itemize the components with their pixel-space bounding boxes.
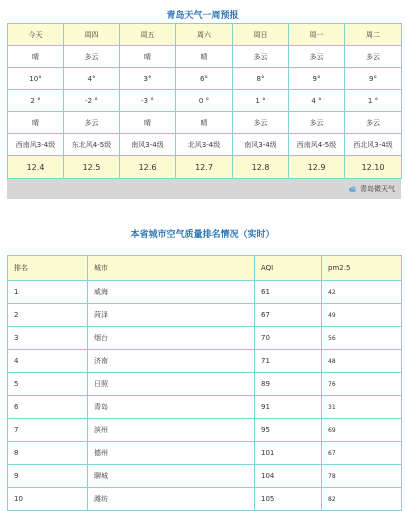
table-cell: 滨州 bbox=[88, 419, 255, 442]
temp-cell: 0 ° bbox=[176, 90, 233, 112]
temp-cell: 6° bbox=[176, 68, 233, 90]
temp-cell: 1 ° bbox=[233, 90, 289, 112]
table-cell: 2 bbox=[8, 304, 88, 327]
table-cell: 德州 bbox=[88, 442, 255, 465]
wind-cell: 西北风3-4级 bbox=[345, 134, 402, 156]
table-cell: 6 bbox=[8, 396, 88, 419]
condition-cell: 多云 bbox=[64, 112, 120, 134]
day-cell: 今天 bbox=[8, 24, 64, 46]
source-link[interactable] bbox=[348, 184, 395, 194]
header-cell: AQI bbox=[255, 256, 322, 281]
table-cell: 8 bbox=[8, 442, 88, 465]
temp-cell: 4° bbox=[64, 68, 120, 90]
header-cell: 排名 bbox=[8, 256, 88, 281]
table-row bbox=[8, 419, 402, 442]
date-cell: 12.9 bbox=[289, 156, 345, 179]
table-row bbox=[8, 304, 402, 327]
table-cell: 威海 bbox=[88, 281, 255, 304]
day-cell: 周一 bbox=[289, 24, 345, 46]
table-cell: 48 bbox=[322, 350, 402, 373]
table-cell: 聊城 bbox=[88, 465, 255, 488]
condition-cell: 晴 bbox=[120, 112, 176, 134]
weather-night-condition-row bbox=[8, 112, 402, 134]
table-cell: 5 bbox=[8, 373, 88, 396]
table-cell: 61 bbox=[255, 281, 322, 304]
air-header-row bbox=[8, 256, 402, 281]
table-cell: 菏泽 bbox=[88, 304, 255, 327]
air-quality-table bbox=[7, 255, 402, 511]
condition-cell: 晴 bbox=[176, 46, 233, 68]
weather-low-temp-row bbox=[8, 90, 402, 112]
condition-cell: 多云 bbox=[289, 46, 345, 68]
weather-title: 青岛天气一周预报 bbox=[166, 11, 239, 21]
table-cell: 95 bbox=[255, 419, 322, 442]
header-cell: 城市 bbox=[88, 256, 255, 281]
source-bar bbox=[7, 179, 401, 199]
wind-cell: 南风3-4级 bbox=[120, 134, 176, 156]
table-cell: 日照 bbox=[88, 373, 255, 396]
table-row bbox=[8, 396, 402, 419]
temp-cell: 10° bbox=[8, 68, 64, 90]
day-cell: 周二 bbox=[345, 24, 402, 46]
table-cell: 78 bbox=[322, 465, 402, 488]
table-cell: 1 bbox=[8, 281, 88, 304]
table-cell: 9 bbox=[8, 465, 88, 488]
wind-cell: 南风3-4级 bbox=[233, 134, 289, 156]
table-cell: 101 bbox=[255, 442, 322, 465]
air-title: 本省城市空气质量排名情况（实时） bbox=[130, 230, 275, 240]
table-cell: 105 bbox=[255, 488, 322, 511]
table-cell: 潍坊 bbox=[88, 488, 255, 511]
table-cell: 69 bbox=[322, 419, 402, 442]
table-cell: 烟台 bbox=[88, 327, 255, 350]
table-cell: 70 bbox=[255, 327, 322, 350]
temp-cell: 9° bbox=[345, 68, 402, 90]
wind-cell: 西南风4-5级 bbox=[289, 134, 345, 156]
temp-cell: 8° bbox=[233, 68, 289, 90]
table-row bbox=[8, 350, 402, 373]
header-cell: pm2.5 bbox=[322, 256, 402, 281]
table-row bbox=[8, 373, 402, 396]
day-cell: 周日 bbox=[233, 24, 289, 46]
condition-cell: 多云 bbox=[289, 112, 345, 134]
date-cell: 12.4 bbox=[8, 156, 64, 179]
table-cell: 42 bbox=[322, 281, 402, 304]
table-cell: 89 bbox=[255, 373, 322, 396]
table-cell: 82 bbox=[322, 488, 402, 511]
table-cell: 31 bbox=[322, 396, 402, 419]
table-cell: 济南 bbox=[88, 350, 255, 373]
temp-cell: 2 ° bbox=[8, 90, 64, 112]
weather-day-condition-row bbox=[8, 46, 402, 68]
date-cell: 12.5 bbox=[64, 156, 120, 179]
table-cell: 91 bbox=[255, 396, 322, 419]
day-cell: 周四 bbox=[64, 24, 120, 46]
date-cell: 12.10 bbox=[345, 156, 402, 179]
source-label: 青岛微天气 bbox=[360, 185, 395, 193]
table-row bbox=[8, 465, 402, 488]
table-cell: 76 bbox=[322, 373, 402, 396]
table-row bbox=[8, 327, 402, 350]
table-row bbox=[8, 281, 402, 304]
table-cell: 104 bbox=[255, 465, 322, 488]
condition-cell: 多云 bbox=[64, 46, 120, 68]
date-cell: 12.6 bbox=[120, 156, 176, 179]
day-cell: 周六 bbox=[176, 24, 233, 46]
table-row bbox=[8, 488, 402, 511]
day-cell: 周五 bbox=[120, 24, 176, 46]
temp-cell: 4 ° bbox=[289, 90, 345, 112]
condition-cell: 晴 bbox=[120, 46, 176, 68]
temp-cell: 9° bbox=[289, 68, 345, 90]
table-cell: 4 bbox=[8, 350, 88, 373]
wind-cell: 东北风4-5级 bbox=[64, 134, 120, 156]
temp-cell: 1 ° bbox=[345, 90, 402, 112]
weather-table bbox=[7, 23, 402, 179]
table-cell: 67 bbox=[255, 304, 322, 327]
temp-cell: -3 ° bbox=[120, 90, 176, 112]
table-cell: 3 bbox=[8, 327, 88, 350]
temp-cell: 3° bbox=[120, 68, 176, 90]
table-cell: 7 bbox=[8, 419, 88, 442]
weather-day-row bbox=[8, 24, 402, 46]
cloud-icon bbox=[348, 185, 357, 193]
condition-cell: 多云 bbox=[233, 112, 289, 134]
condition-cell: 晴 bbox=[176, 112, 233, 134]
table-row bbox=[8, 442, 402, 465]
date-cell: 12.7 bbox=[176, 156, 233, 179]
condition-cell: 多云 bbox=[233, 46, 289, 68]
table-cell: 青岛 bbox=[88, 396, 255, 419]
condition-cell: 多云 bbox=[345, 112, 402, 134]
table-cell: 49 bbox=[322, 304, 402, 327]
weather-wind-row bbox=[8, 134, 402, 156]
table-cell: 56 bbox=[322, 327, 402, 350]
table-cell: 71 bbox=[255, 350, 322, 373]
weather-high-temp-row bbox=[8, 68, 402, 90]
weather-date-row bbox=[8, 156, 402, 179]
condition-cell: 晴 bbox=[8, 112, 64, 134]
wind-cell: 北风3-4级 bbox=[176, 134, 233, 156]
date-cell: 12.8 bbox=[233, 156, 289, 179]
condition-cell: 晴 bbox=[8, 46, 64, 68]
temp-cell: -2 ° bbox=[64, 90, 120, 112]
wind-cell: 西南风3-4级 bbox=[8, 134, 64, 156]
condition-cell: 多云 bbox=[345, 46, 402, 68]
table-cell: 10 bbox=[8, 488, 88, 511]
table-cell: 67 bbox=[322, 442, 402, 465]
